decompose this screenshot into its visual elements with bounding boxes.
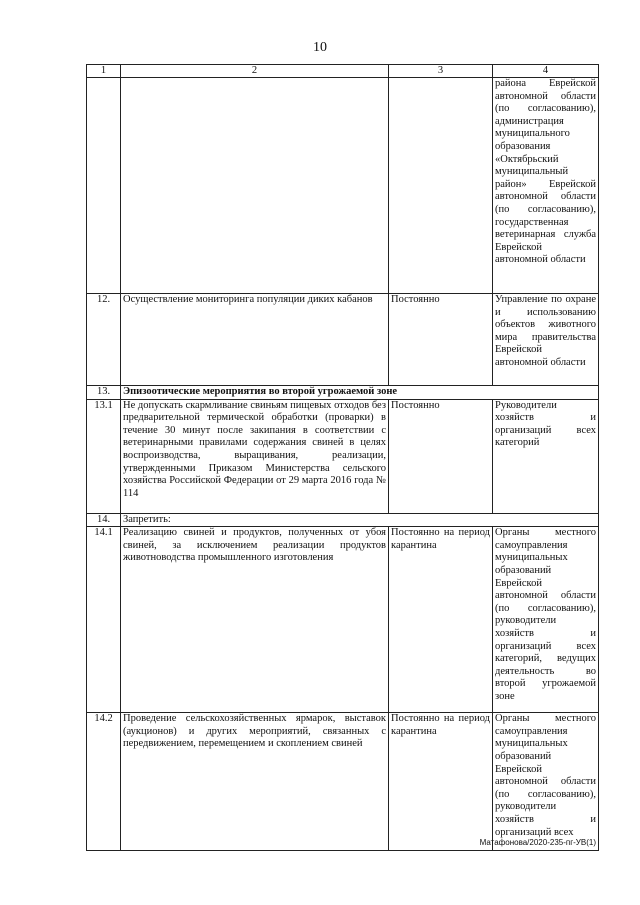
row-responsible: Органы местного самоуправления муниципальных образований Еврейской автономной области (по согласованию), руководители хозяйств и организаций всех категорий, ведущих деятельность во второй угрожаемой зоне: [493, 527, 599, 713]
section-title: Эпизоотические мероприятия во второй угрожаемой зоне: [121, 386, 599, 400]
row-term: Постоянно на период карантина: [389, 713, 493, 851]
row-number: 13.: [87, 386, 121, 400]
row-responsible: Руководители хозяйств и организаций всех категорий: [493, 399, 599, 513]
table-row: [87, 294, 599, 386]
column-header: 3: [389, 65, 493, 78]
row-term: Постоянно: [389, 399, 493, 513]
table-header-row: [87, 65, 599, 78]
section-row: [87, 513, 599, 527]
row-measure: [121, 78, 389, 294]
row-term: Постоянно: [389, 294, 493, 386]
row-number: 14.2: [87, 713, 121, 851]
table-row: [87, 399, 599, 513]
table-row: [87, 78, 599, 294]
section-row: [87, 386, 599, 400]
row-measure: Проведение сельскохозяйственных ярмарок, выставок (аукционов) и других мероприятий, связанных с передвижением, перемещением и скоплением свиней: [121, 713, 389, 851]
row-term: Постоянно на период карантина: [389, 527, 493, 713]
page-number: 10: [313, 40, 327, 55]
row-number: 14.: [87, 513, 121, 527]
row-responsible: Управление по охране и использованию объектов животного мира правительства Еврейской автономной области: [493, 294, 599, 386]
row-number: [87, 78, 121, 294]
row-measure: Не допускать скармливание свиньям пищевых отходов без предварительной термической обработки (проварки) в течение 30 минут после закипания в соответствии с ветеринарными правилами содержания свиней в целях воспроизводства, выращивания, реализации, утвержденными Приказом Министерства сельского хозяйства Российской Федерации от 29 марта 2016 года № 114: [121, 399, 389, 513]
table-row: [87, 713, 599, 851]
row-measure: Осуществление мониторинга популяции диких кабанов: [121, 294, 389, 386]
table-row: [87, 527, 599, 713]
column-header: 1: [87, 65, 121, 78]
column-header: 2: [121, 65, 389, 78]
row-responsible: района Еврейской автономной области (по согласованию), администрация муниципального образования «Октябрьский муниципальный район» Еврейской автономной области (по согласованию), государственная ветеринарная служба Еврейской автономной области: [493, 78, 599, 294]
row-measure: Реализацию свиней и продуктов, полученных от убоя свиней, за исключением реализации продуктов животноводства промышленного изготовления: [121, 527, 389, 713]
measures-table: [86, 64, 599, 851]
row-number: 13.1: [87, 399, 121, 513]
row-responsible: Органы местного самоуправления муниципальных образований Еврейской автономной области (по согласованию), руководители хозяйств и организаций всех: [493, 713, 599, 851]
column-header: 4: [493, 65, 599, 78]
document-code: Матафонова/2020-235-пг-УВ(1): [479, 838, 596, 847]
section-title: Запретить:: [121, 513, 599, 527]
row-number: 12.: [87, 294, 121, 386]
row-number: 14.1: [87, 527, 121, 713]
row-term: [389, 78, 493, 294]
